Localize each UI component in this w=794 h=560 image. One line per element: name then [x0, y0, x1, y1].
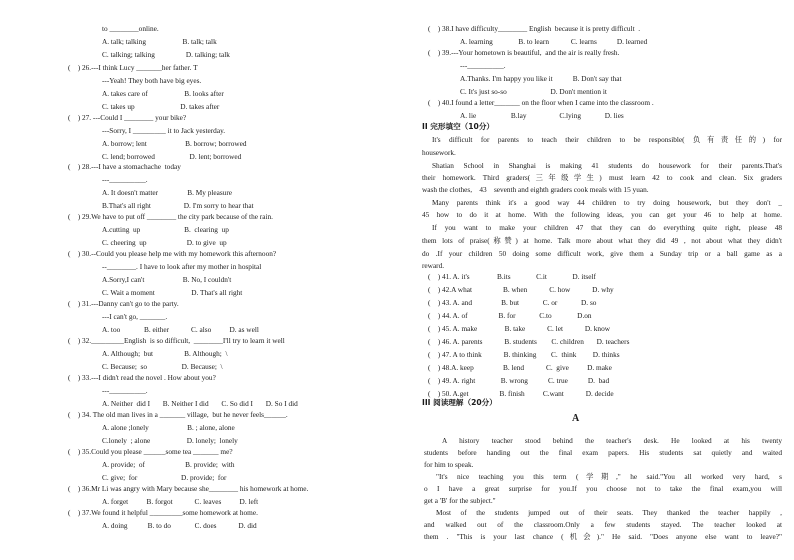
text-line: ( ) 43. A. and B. but C. or D. so: [428, 298, 597, 307]
text-line: ---__________.: [102, 175, 148, 184]
text-line: Shatian School in Shanghai is making 41 students do housework for their parents.That's: [432, 161, 782, 170]
text-line: A. Neither did I B. Neither I did C. So did I D. So I did: [102, 399, 298, 408]
text-line: II 完形填空（10分）: [422, 122, 495, 131]
text-line: o I have a great surprise for you.If you choose not to take the final exam,you will: [424, 484, 782, 493]
text-line: A history teacher stood behind the teacher's desk. He looked at his twenty: [442, 436, 782, 445]
text-line: C. It's just so-so D. Don't mention it: [460, 87, 607, 96]
text-line: A. doing B. to do C. does D. did: [102, 521, 257, 530]
text-line: ( ) 49. A. right B. wrong C. true D. bad: [428, 376, 610, 385]
text-line: A.Sorry,I can't B. No, I couldn't: [102, 275, 232, 284]
text-line: ( ) 28.---I have a stomachache today: [68, 162, 181, 171]
text-line: their homework. Third graders(三年级学生) must learn 42 to cook and clean. Six graders: [422, 173, 782, 182]
text-line: ( ) 29.We have to put off ________ the city park because of the rain.: [68, 212, 273, 221]
text-line: ( ) 45. A. make B. take C. let D. know: [428, 324, 610, 333]
text-line: III 阅读理解（20分）: [422, 398, 497, 407]
text-line: them . "This is your last chance (机会)." He said. "Does anyone else want to leave?": [424, 532, 782, 541]
text-line: ( ) 35.Could you please ______some tea _______ me?: [68, 447, 233, 456]
text-line: ( ) 48.A. keep B. lend C. give D. make: [428, 363, 612, 372]
text-line: ( ) 26.---I think Lucy _______her father. T: [68, 63, 198, 72]
text-line: for him to speak.: [424, 460, 474, 469]
text-line: get a 'B' for the subject.": [424, 496, 496, 505]
text-line: A. provide; of B. provide; with: [102, 460, 235, 469]
text-line: Most of the students jumped out of their seats. They thanked the teacher happily ,: [436, 508, 782, 517]
text-line: ---__________.: [102, 386, 148, 395]
left-column: [60, 0, 395, 560]
text-line: ( ) 38.I have difficulty________ English because it is pretty difficult .: [428, 24, 641, 33]
text-line: ( ) 50. A.get B. finish C.want D. decide: [428, 389, 614, 398]
text-line: ---Sorry, I _________ it to Jack yesterday.: [102, 126, 226, 135]
text-line: ---I can't go, _______.: [102, 312, 168, 321]
text-line: C.lonely ; alone D. lonely; lonely: [102, 436, 238, 445]
text-line: It's difficult for parents to teach their children to be responsible( 负有责任的) for: [432, 135, 782, 144]
text-line: ( ) 27. ---Could I ________ your bike?: [68, 113, 187, 122]
text-line: A. lie B.lay C.lying D. lies: [460, 111, 624, 120]
text-line: A. learning B. to learn C. learns D. learned: [460, 37, 648, 46]
text-line: C. give; for D. provide; for: [102, 473, 227, 482]
text-line: C. Wait a moment D. That's all right: [102, 288, 243, 297]
text-line: ( ) 34. The old man lives in a _______ village, but he never feels______.: [68, 410, 288, 419]
text-line: housework.: [422, 148, 456, 157]
text-line: A. alone ;lonely B. ; alone, alone: [102, 423, 235, 432]
text-line: If you want to make your children 47 that they can do everything quite right, please 48: [432, 223, 782, 232]
text-line: 45 how to do it at home. With the following ideas, you can get your 46 to help at home.: [422, 210, 782, 219]
text-line: A. talk; talking B. talk; talk: [102, 37, 217, 46]
text-line: ( ) 32._________English is so difficult, ________I'll try to learn it well: [68, 336, 285, 345]
text-line: C. takes up D. takes after: [102, 102, 220, 111]
text-line: ( ) 30.--Could you please help me with my homework this afternoon?: [68, 249, 277, 258]
text-line: A. Although; but B. Although; \: [102, 349, 228, 358]
text-line: to ________online.: [102, 24, 159, 33]
text-line: ( ) 37.We found it helpful _________some homework at home.: [68, 508, 258, 517]
text-line: C. Because; so D. Because; \: [102, 362, 223, 371]
text-line: A.cutting up B. clearing up: [102, 225, 229, 234]
text-line: ( ) 40.I found a letter_______ on the floor when I came into the classroom .: [428, 98, 654, 107]
text-line: ( ) 42.A what B. when C. how D. why: [428, 285, 614, 294]
text-line: ( ) 47. A to think B. thinking C. think D. thinks: [428, 350, 620, 359]
text-line: A. takes care of B. looks after: [102, 89, 224, 98]
text-line: "It's nice teaching you this term (学期," he said."You all worked very hard, s: [436, 472, 782, 481]
text-line: A. too B. either C. also D. as well: [102, 325, 259, 334]
text-line: ( ) 41. A. it's B.its C.it D. itself: [428, 272, 596, 281]
right-column: [422, 0, 782, 560]
text-line: C. cheering up D. to give up: [102, 238, 227, 247]
text-line: ( ) 31.---Danny can't go to the party.: [68, 299, 179, 308]
text-line: and walked out of the classroom.Only a few students stayed. The teacher looked at: [424, 520, 782, 529]
text-line: ---__________.: [460, 61, 506, 70]
text-line: ( ) 44. A. of B. for C.to D.on: [428, 311, 592, 320]
text-line: wash the clothes, 43 seventh and eighth graders cook meals with 15 yuan.: [422, 185, 649, 194]
text-line: A. forget B. forgot C. leaves D. left: [102, 497, 259, 506]
text-line: ( ) 33.---I didn't read the novel . How about you?: [68, 373, 216, 382]
text-line: A.Thanks. I'm happy you like it B. Don't say that: [460, 74, 622, 83]
text-line: A. It doesn't matter B. My pleasure: [102, 188, 233, 197]
text-line: ( ) 46. A. parents B. students C. children D. teachers: [428, 337, 630, 346]
text-line: --________. I have to look after my mother in hospital: [102, 262, 262, 271]
text-line: C. talking; talking D. talking; talk: [102, 50, 230, 59]
text-line: C. lend; borrowed D. lent; borrowed: [102, 152, 242, 161]
text-line: reward.: [422, 261, 445, 270]
text-line: ---Yeah! They both have big eyes.: [102, 76, 202, 85]
text-line: Many parents think it's a good way 44 children to try doing housework, but they don't _: [432, 198, 782, 207]
text-line: ( ) 39.---Your hometown is beautiful, and the air is really fresh.: [428, 48, 620, 57]
text-line: students before handing out the final exam papers. His students sat quietly and waited: [424, 448, 782, 457]
text-line: ( ) 36.Mr Li was angry with Mary because she________ his homework at home.: [68, 484, 309, 493]
text-line: B.That's all right D. I'm sorry to hear that: [102, 201, 254, 210]
text-line: A. borrow; lent B. borrow; borrowed: [102, 139, 247, 148]
text-line: do .If your children 50 doing some difficult work, give them a Sunday trip or a ball game as a: [422, 249, 782, 258]
text-line: A: [572, 413, 580, 424]
text-line: them lots of praise(称赞) at home. Talk more about what they did 49 , not about what they didn't: [422, 236, 782, 245]
